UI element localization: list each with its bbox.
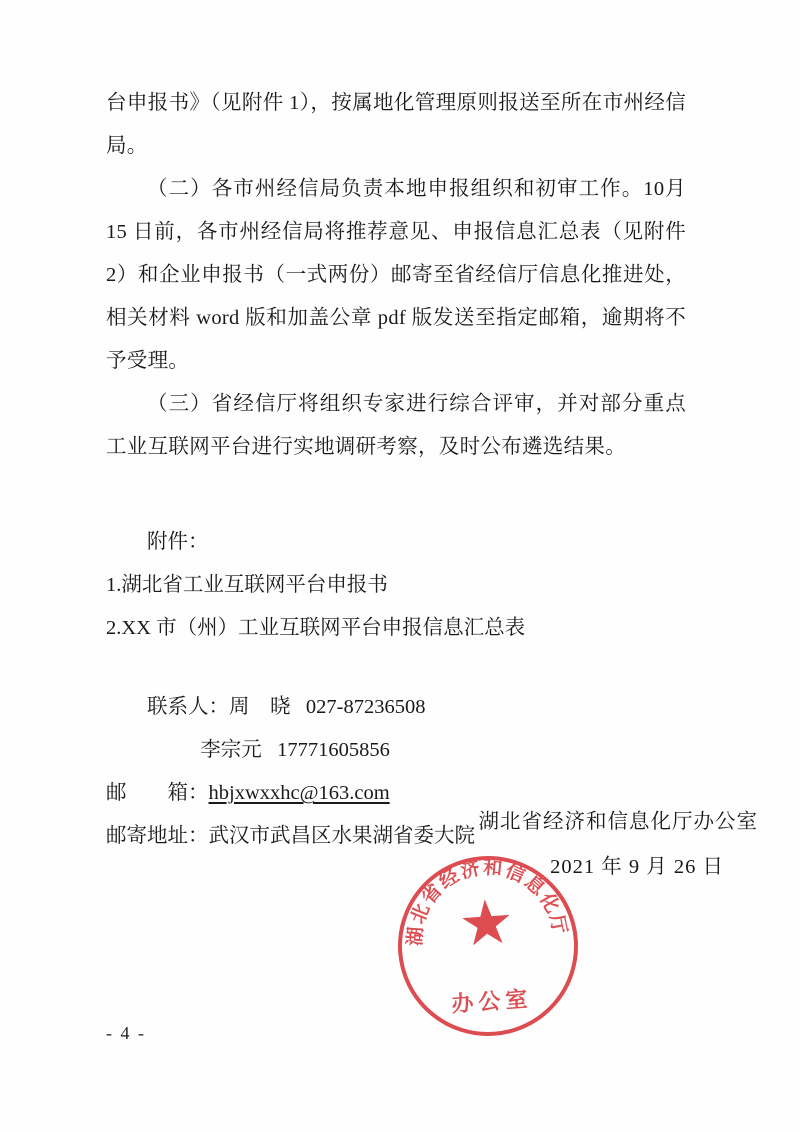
contact-person-label: 联系人：	[147, 696, 229, 718]
page-number: - 4 -	[106, 1023, 146, 1043]
signature-date: 2021 年 9 月 26 日	[550, 856, 724, 878]
contact-email-value[interactable]: hbjxwxxhc@163.com	[208, 782, 390, 804]
attachment-item-1: 1.湖北省工业互联网平台申报书	[106, 574, 388, 596]
attachment-item-2: 2.XX 市（州）工业互联网平台申报信息汇总表	[106, 617, 526, 639]
official-seal-stamp: 湖北省经济和信息化厅 ★ 办公室	[392, 850, 584, 1042]
contact-address-label: 邮寄地址：	[106, 825, 209, 847]
contact-person-1-name: 周 晓	[229, 696, 291, 718]
svg-text:湖北省经济和信息化厅: 湖北省经济和信息化厅	[405, 857, 571, 947]
paragraph-item-three: （三）省经信厅将组织专家进行综合评审，并对部分重点工业互联网平台进行实地调研考察，及时公布遴选结果。	[106, 393, 686, 458]
contact-address-value: 武汉市武昌区水果湖省委大院	[208, 825, 475, 847]
contact-person-line-2	[106, 729, 686, 772]
contact-email-label: 邮 箱：	[106, 782, 209, 804]
contact-person-1-phone: 027-87236508	[305, 696, 426, 718]
attachments-heading: 附件：	[147, 531, 209, 553]
document-body	[106, 82, 686, 858]
seal-bottom-text: 办公室	[450, 986, 534, 1017]
paragraph-continuation: 台申报书》（见附件 1），按属地化管理原则报送至所在市州经信局。	[106, 92, 686, 157]
contact-person-2-phone: 17771605856	[277, 739, 390, 761]
paragraph-item-two: （二）各市州经信局负责本地申报组织和初审工作。10月 15 日前，各市州经信局将推荐意见、申报信息汇总表（见附件 2）和企业申报书（一式两份）邮寄至省经信厅信息化推进处，相关材料 word 版和加盖公章 pdf 版发送至指定邮箱，逾期将不予受理。	[106, 178, 686, 372]
contact-person-2-name: 李宗元	[200, 739, 262, 761]
signature-issuer: 湖北省经济和信息化厅办公室	[478, 811, 758, 833]
contact-person-line-1	[106, 686, 686, 729]
